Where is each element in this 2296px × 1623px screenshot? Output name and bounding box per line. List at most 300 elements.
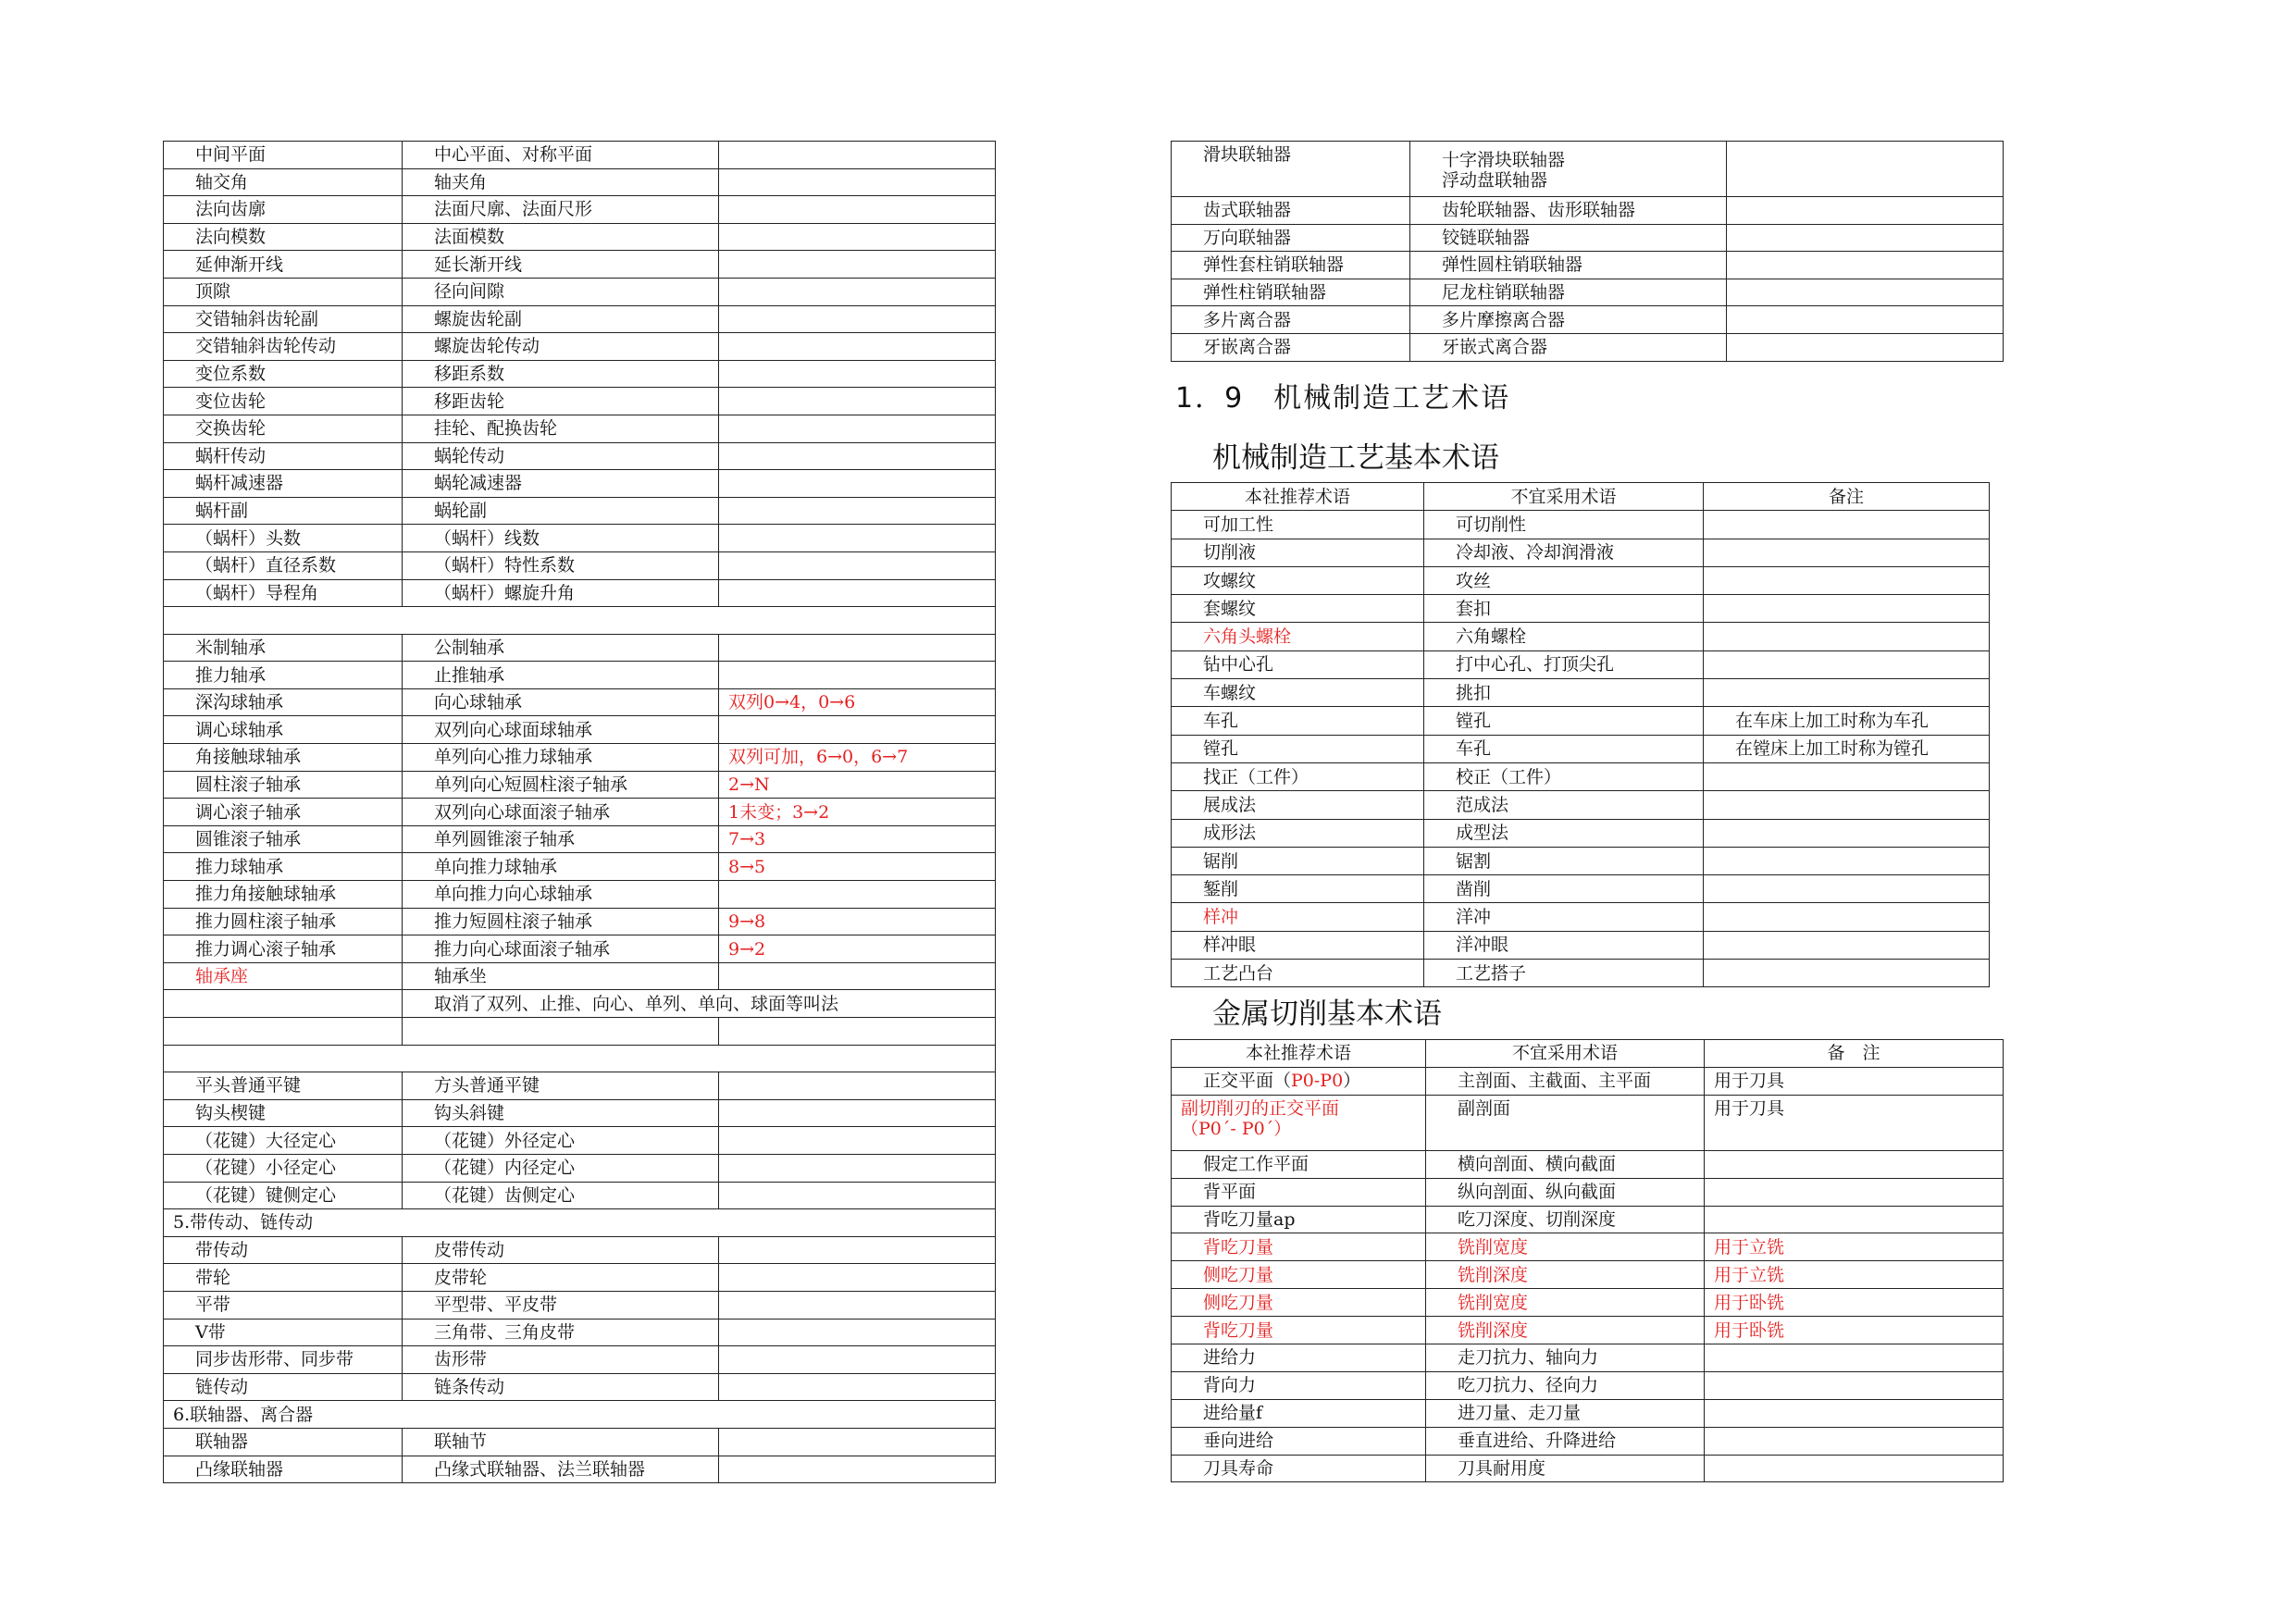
recommended-term: 展成法 xyxy=(1172,791,1424,819)
discouraged-term: 单向推力向心球轴承 xyxy=(403,881,719,909)
blank-cell xyxy=(403,1018,719,1046)
recommended-term: 交换齿轮 xyxy=(164,415,403,442)
discouraged-term: 副剖面 xyxy=(1426,1095,1705,1150)
discouraged-term: 钩头斜键 xyxy=(403,1099,719,1127)
note xyxy=(1704,903,1990,931)
cutting-terms-body xyxy=(1172,1040,2004,1482)
discouraged-term: 攻丝 xyxy=(1424,566,1704,594)
discouraged-term: 单列向心短圆柱滚子轴承 xyxy=(403,771,719,799)
table-row xyxy=(164,1099,996,1127)
note: 用于刀具 xyxy=(1705,1067,2004,1095)
note xyxy=(719,1236,996,1264)
table-row xyxy=(1172,707,1990,735)
recommended-term: 中间平面 xyxy=(164,142,403,169)
note xyxy=(1705,1427,2004,1455)
table-row xyxy=(164,1127,996,1155)
note xyxy=(1704,566,1990,594)
note xyxy=(719,962,996,990)
column-header: 不宜采用术语 xyxy=(1426,1040,1705,1068)
recommended-term: 牙嵌离合器 xyxy=(1172,333,1410,361)
table-row xyxy=(1172,595,1990,623)
recommended-term: 圆锥滚子轴承 xyxy=(164,825,403,853)
discouraged-term: 法面尺廓、法面尺形 xyxy=(403,196,719,224)
table-row xyxy=(1172,539,1990,566)
left-terms-body xyxy=(164,142,996,1483)
table-row xyxy=(1172,1178,2004,1206)
note xyxy=(1727,252,2004,279)
note xyxy=(719,716,996,744)
note xyxy=(719,196,996,224)
recommended-term: 角接触球轴承 xyxy=(164,744,403,772)
note xyxy=(1704,931,1990,959)
note xyxy=(719,525,996,552)
note xyxy=(719,442,996,470)
table-row xyxy=(164,1456,996,1483)
note xyxy=(1704,623,1990,650)
table-row xyxy=(1172,1261,2004,1289)
recommended-term: 找正（工件） xyxy=(1172,762,1424,790)
recommended-term: （蜗杆）导程角 xyxy=(164,579,403,607)
discouraged-term: 蜗轮减速器 xyxy=(403,470,719,498)
recommended-term: （花键）键侧定心 xyxy=(164,1182,403,1209)
section-row xyxy=(164,1401,996,1429)
note xyxy=(719,223,996,251)
discouraged-term: 凸缘式联轴器、法兰联轴器 xyxy=(403,1456,719,1483)
recommended-term: 联轴器 xyxy=(164,1428,403,1456)
recommended-term: 成形法 xyxy=(1172,819,1424,847)
blank-cell xyxy=(719,1018,996,1046)
recommended-term: 钩头楔键 xyxy=(164,1099,403,1127)
note xyxy=(1727,197,2004,225)
coupling-terms-body xyxy=(1172,142,2004,362)
table-row xyxy=(164,360,996,388)
recommended-term: 正交平面（P0-P0） xyxy=(1172,1067,1426,1095)
discouraged-term: 联轴节 xyxy=(403,1428,719,1456)
table-row xyxy=(164,853,996,881)
table-row xyxy=(164,1428,996,1456)
recommended-term: 锯削 xyxy=(1172,847,1424,874)
recommended-term: 背吃刀量ap xyxy=(1172,1206,1426,1233)
table-row xyxy=(1172,960,1990,987)
note xyxy=(1704,762,1990,790)
recommended-term: （蜗杆）头数 xyxy=(164,525,403,552)
discouraged-term: 皮带轮 xyxy=(403,1264,719,1292)
table-row xyxy=(1172,279,2004,306)
recommended-term: 带轮 xyxy=(164,1264,403,1292)
table-row xyxy=(164,1319,996,1346)
discouraged-term: 牙嵌式离合器 xyxy=(1410,333,1727,361)
recommended-term: V带 xyxy=(164,1319,403,1346)
table-row xyxy=(1172,1427,2004,1455)
table-row xyxy=(1172,762,1990,790)
recommended-term: 进给量f xyxy=(1172,1399,1426,1427)
note: 在车床上加工时称为车孔 xyxy=(1704,707,1990,735)
note xyxy=(719,1428,996,1456)
recommended-term: 圆柱滚子轴承 xyxy=(164,771,403,799)
summary-note: 取消了双列、止推、向心、单列、单向、球面等叫法 xyxy=(403,990,996,1018)
recommended-term: 副切削刃的正交平面 （P0´- P0´） xyxy=(1172,1095,1426,1150)
table-row xyxy=(1172,623,1990,650)
recommended-term: 多片离合器 xyxy=(1172,306,1410,334)
recommended-term: 平带 xyxy=(164,1291,403,1319)
note xyxy=(719,305,996,333)
recommended-term: 垂向进给 xyxy=(1172,1427,1426,1455)
table-row xyxy=(164,579,996,607)
discouraged-term: 垂直进给、升降进给 xyxy=(1426,1427,1705,1455)
table-row xyxy=(164,962,996,990)
discouraged-term: 吃刀深度、切削深度 xyxy=(1426,1206,1705,1233)
note xyxy=(1704,679,1990,707)
discouraged-term: 单列圆锥滚子轴承 xyxy=(403,825,719,853)
table-row xyxy=(1172,252,2004,279)
discouraged-term: 公制轴承 xyxy=(403,634,719,662)
discouraged-term: 工艺搭子 xyxy=(1424,960,1704,987)
discouraged-term: 挂轮、配换齿轮 xyxy=(403,415,719,442)
recommended-term: 侧吃刀量 xyxy=(1172,1289,1426,1317)
table-row xyxy=(164,1072,996,1100)
table-row xyxy=(1172,1150,2004,1178)
table-row xyxy=(1172,1344,2004,1372)
table-row xyxy=(164,196,996,224)
table-row xyxy=(164,551,996,579)
blank-row xyxy=(164,1018,996,1046)
recommended-term: 滑块联轴器 xyxy=(1172,142,1410,197)
note xyxy=(719,251,996,279)
discouraged-term: 平型带、平皮带 xyxy=(403,1291,719,1319)
column-header: 本社推荐术语 xyxy=(1172,483,1424,511)
discouraged-term: （花键）内径定心 xyxy=(403,1154,719,1182)
note: 用于卧铣 xyxy=(1705,1289,2004,1317)
note xyxy=(719,1154,996,1182)
note xyxy=(719,1291,996,1319)
table-row xyxy=(164,223,996,251)
note: 7→3 xyxy=(719,825,996,853)
table-row xyxy=(1172,1233,2004,1261)
recommended-term: 錾削 xyxy=(1172,875,1424,903)
discouraged-term: （花键）外径定心 xyxy=(403,1127,719,1155)
discouraged-term: 十字滑块联轴器 浮动盘联轴器 xyxy=(1410,142,1727,197)
discouraged-term: 套扣 xyxy=(1424,595,1704,623)
note-row xyxy=(164,990,996,1018)
discouraged-term: 弹性圆柱销联轴器 xyxy=(1410,252,1727,279)
recommended-term: 调心球轴承 xyxy=(164,716,403,744)
recommended-term: 交错轴斜齿轮副 xyxy=(164,305,403,333)
recommended-term: 蜗杆减速器 xyxy=(164,470,403,498)
discouraged-term: 双列向心球面滚子轴承 xyxy=(403,799,719,826)
note xyxy=(1704,791,1990,819)
table-row xyxy=(164,525,996,552)
blank-cell xyxy=(164,1018,403,1046)
section-heading: 1．9 机械制造工艺术语 xyxy=(1175,382,1511,415)
note xyxy=(719,1264,996,1292)
table-row xyxy=(1172,1206,2004,1233)
plane-symbol: P0-P0 xyxy=(1291,1071,1344,1092)
recommended-term: 变位齿轮 xyxy=(164,388,403,415)
recommended-term: 背吃刀量 xyxy=(1172,1317,1426,1344)
note xyxy=(719,388,996,415)
table-row xyxy=(164,716,996,744)
recommended-term: 样冲 xyxy=(1172,903,1424,931)
note xyxy=(1704,960,1990,987)
note xyxy=(1705,1399,2004,1427)
recommended-term: （蜗杆）直径系数 xyxy=(164,551,403,579)
recommended-term: 攻螺纹 xyxy=(1172,566,1424,594)
discouraged-term: 车孔 xyxy=(1424,735,1704,762)
recommended-term: 钻中心孔 xyxy=(1172,650,1424,678)
table-row xyxy=(164,881,996,909)
note: 2→N xyxy=(719,771,996,799)
note xyxy=(719,1099,996,1127)
discouraged-term: 推力短圆柱滚子轴承 xyxy=(403,908,719,935)
note xyxy=(719,415,996,442)
discouraged-term: 纵向剖面、纵向截面 xyxy=(1426,1178,1705,1206)
discouraged-term: 螺旋齿轮副 xyxy=(403,305,719,333)
recommended-term: 背向力 xyxy=(1172,1371,1426,1399)
table-row xyxy=(1172,735,1990,762)
recommended-term: 背吃刀量 xyxy=(1172,1233,1426,1261)
note: 1未变；3→2 xyxy=(719,799,996,826)
header-row xyxy=(1172,483,1990,511)
discouraged-term: 止推轴承 xyxy=(403,662,719,689)
note xyxy=(1705,1206,2004,1233)
note xyxy=(1727,142,2004,197)
table-row xyxy=(1172,679,1990,707)
recommended-term: 背平面 xyxy=(1172,1178,1426,1206)
recommended-term: 带传动 xyxy=(164,1236,403,1264)
blank-cell xyxy=(164,607,996,635)
discouraged-term: 螺旋齿轮传动 xyxy=(403,333,719,361)
table-row xyxy=(164,415,996,442)
table-row xyxy=(164,168,996,196)
note xyxy=(719,551,996,579)
discouraged-term: 延长渐开线 xyxy=(403,251,719,279)
note xyxy=(719,1127,996,1155)
note xyxy=(1704,539,1990,566)
header-row xyxy=(1172,1040,2004,1068)
table-row xyxy=(1172,791,1990,819)
recommended-term: 切削液 xyxy=(1172,539,1424,566)
discouraged-term: （蜗杆）螺旋升角 xyxy=(403,579,719,607)
discouraged-term: 进刀量、走刀量 xyxy=(1426,1399,1705,1427)
table-row xyxy=(1172,1455,2004,1482)
discouraged-term: 移距系数 xyxy=(403,360,719,388)
table-row xyxy=(1172,142,2004,197)
recommended-term: 调心滚子轴承 xyxy=(164,799,403,826)
recommended-term: 车螺纹 xyxy=(1172,679,1424,707)
table-row xyxy=(1172,819,1990,847)
note: 8→5 xyxy=(719,853,996,881)
discouraged-term: 主剖面、主截面、主平面 xyxy=(1426,1067,1705,1095)
table-row xyxy=(164,744,996,772)
discouraged-term: 打中心孔、打顶尖孔 xyxy=(1424,650,1704,678)
recommended-term: 平头普通平键 xyxy=(164,1072,403,1100)
table-row xyxy=(164,1291,996,1319)
discouraged-term: 走刀抗力、轴向力 xyxy=(1426,1344,1705,1372)
note: 9→2 xyxy=(719,935,996,963)
note xyxy=(1727,333,2004,361)
discouraged-term: 蜗轮传动 xyxy=(403,442,719,470)
discouraged-term: 六角螺栓 xyxy=(1424,623,1704,650)
table-row xyxy=(164,333,996,361)
recommended-term: 延伸渐开线 xyxy=(164,251,403,279)
discouraged-term: 吃刀抗力、径向力 xyxy=(1426,1371,1705,1399)
discouraged-term: 镗孔 xyxy=(1424,707,1704,735)
discouraged-term: 方头普通平键 xyxy=(403,1072,719,1100)
table-row xyxy=(164,142,996,169)
note xyxy=(719,333,996,361)
recommended-term: 法向模数 xyxy=(164,223,403,251)
table-row xyxy=(1172,1317,2004,1344)
coupling-terms-table xyxy=(1171,141,2004,362)
recommended-term: 同步齿形带、同步带 xyxy=(164,1346,403,1374)
recommended-term: 变位系数 xyxy=(164,360,403,388)
recommended-term: 轴承座 xyxy=(164,962,403,990)
table-row xyxy=(164,442,996,470)
note xyxy=(719,1072,996,1100)
discouraged-term: 锯割 xyxy=(1424,847,1704,874)
blank-row xyxy=(164,1045,996,1072)
cutting-terms-title: 金属切削基本术语 xyxy=(1212,997,1442,1031)
recommended-term: 六角头螺栓 xyxy=(1172,623,1424,650)
recommended-term: 链传动 xyxy=(164,1373,403,1401)
note xyxy=(1705,1344,2004,1372)
recommended-term: 蜗杆传动 xyxy=(164,442,403,470)
table-row xyxy=(1172,1289,2004,1317)
discouraged-term: 链条传动 xyxy=(403,1373,719,1401)
process-terms-body xyxy=(1172,483,1990,987)
table-row xyxy=(164,799,996,826)
note: 双列0→4，0→6 xyxy=(719,688,996,716)
note xyxy=(719,470,996,498)
note xyxy=(719,497,996,525)
recommended-term: 可加工性 xyxy=(1172,511,1424,539)
discouraged-term: 铣削深度 xyxy=(1426,1317,1705,1344)
table-row xyxy=(164,662,996,689)
note xyxy=(1705,1455,2004,1482)
discouraged-term: 移距齿轮 xyxy=(403,388,719,415)
recommended-term: 推力角接触球轴承 xyxy=(164,881,403,909)
discouraged-term: 向心球轴承 xyxy=(403,688,719,716)
recommended-term: 推力圆柱滚子轴承 xyxy=(164,908,403,935)
recommended-term: 顶隙 xyxy=(164,278,403,305)
recommended-term: 镗孔 xyxy=(1172,735,1424,762)
table-row xyxy=(164,278,996,305)
note xyxy=(719,360,996,388)
table-row xyxy=(1172,197,2004,225)
column-header: 本社推荐术语 xyxy=(1172,1040,1426,1068)
note xyxy=(719,1182,996,1209)
discouraged-term: 横向剖面、横向截面 xyxy=(1426,1150,1705,1178)
discouraged-term: 皮带传动 xyxy=(403,1236,719,1264)
table-row xyxy=(1172,875,1990,903)
discouraged-term: 法面模数 xyxy=(403,223,719,251)
note xyxy=(1705,1150,2004,1178)
table-row xyxy=(164,470,996,498)
recommended-term: 米制轴承 xyxy=(164,634,403,662)
table-row xyxy=(164,1264,996,1292)
note xyxy=(1704,875,1990,903)
process-terms-title: 机械制造工艺基本术语 xyxy=(1212,441,1499,475)
blank-row xyxy=(164,607,996,635)
table-row xyxy=(1172,1095,2004,1150)
recommended-term: 凸缘联轴器 xyxy=(164,1456,403,1483)
discouraged-term: 校正（工件） xyxy=(1424,762,1704,790)
table-row xyxy=(164,825,996,853)
discouraged-term: 多片摩擦离合器 xyxy=(1410,306,1727,334)
table-row xyxy=(164,771,996,799)
table-row xyxy=(1172,1067,2004,1095)
table-row xyxy=(1172,566,1990,594)
table-row xyxy=(1172,511,1990,539)
note: 双列可加，6→0，6→7 xyxy=(719,744,996,772)
recommended-term: 套螺纹 xyxy=(1172,595,1424,623)
note xyxy=(719,1346,996,1374)
recommended-term: 法向齿廓 xyxy=(164,196,403,224)
recommended-term: 轴交角 xyxy=(164,168,403,196)
note: 用于立铣 xyxy=(1705,1233,2004,1261)
note: 用于立铣 xyxy=(1705,1261,2004,1289)
discouraged-term: 尼龙柱销联轴器 xyxy=(1410,279,1727,306)
table-row xyxy=(1172,333,2004,361)
recommended-term: （花键）大径定心 xyxy=(164,1127,403,1155)
discouraged-term: 径向间隙 xyxy=(403,278,719,305)
column-header: 备 注 xyxy=(1705,1040,2004,1068)
table-row xyxy=(164,305,996,333)
note xyxy=(719,142,996,169)
note xyxy=(719,1319,996,1346)
discouraged-term: （花键）齿侧定心 xyxy=(403,1182,719,1209)
recommended-term: 样冲眼 xyxy=(1172,931,1424,959)
note xyxy=(719,881,996,909)
note xyxy=(1727,279,2004,306)
blank-cell xyxy=(164,1045,996,1072)
table-row xyxy=(164,1236,996,1264)
discouraged-term: 成型法 xyxy=(1424,819,1704,847)
recommended-term: 进给力 xyxy=(1172,1344,1426,1372)
recommended-term: 弹性套柱销联轴器 xyxy=(1172,252,1410,279)
column-header: 不宜采用术语 xyxy=(1424,483,1704,511)
note xyxy=(719,1456,996,1483)
recommended-term: 深沟球轴承 xyxy=(164,688,403,716)
table-row xyxy=(164,388,996,415)
note xyxy=(719,662,996,689)
table-row xyxy=(1172,931,1990,959)
discouraged-term: 轴承坐 xyxy=(403,962,719,990)
table-row xyxy=(164,908,996,935)
discouraged-term: 洋冲眼 xyxy=(1424,931,1704,959)
discouraged-term: 单列向心推力球轴承 xyxy=(403,744,719,772)
recommended-term: （花键）小径定心 xyxy=(164,1154,403,1182)
recommended-term: 交错轴斜齿轮传动 xyxy=(164,333,403,361)
discouraged-term: 推力向心球面滚子轴承 xyxy=(403,935,719,963)
note xyxy=(719,634,996,662)
discouraged-term: 可切削性 xyxy=(1424,511,1704,539)
recommended-term: 工艺凸台 xyxy=(1172,960,1424,987)
table-row xyxy=(164,1373,996,1401)
note: 在镗床上加工时称为镗孔 xyxy=(1704,735,1990,762)
table-row xyxy=(1172,847,1990,874)
note xyxy=(1704,511,1990,539)
discouraged-term: 洋冲 xyxy=(1424,903,1704,931)
left-terms-table xyxy=(163,141,996,1483)
note xyxy=(719,579,996,607)
note xyxy=(1705,1371,2004,1399)
recommended-term: 弹性柱销联轴器 xyxy=(1172,279,1410,306)
discouraged-term: 范成法 xyxy=(1424,791,1704,819)
column-header: 备注 xyxy=(1704,483,1990,511)
table-row xyxy=(164,497,996,525)
table-row xyxy=(164,1154,996,1182)
